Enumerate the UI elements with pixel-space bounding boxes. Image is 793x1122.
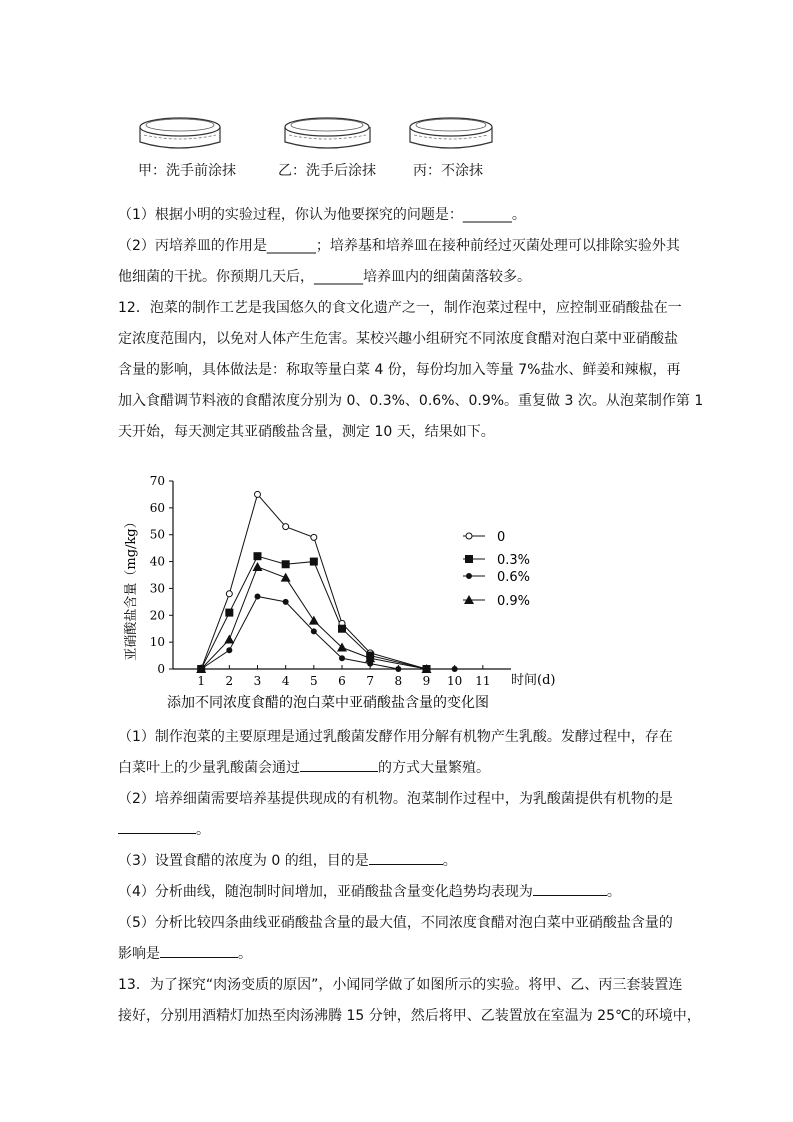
chart-title: 添加不同浓度食醋的泡白菜中亚硝酸盐含量的变化图 (167, 695, 489, 711)
petri-dish-yi (285, 118, 370, 148)
q12-sub-5-line-1: （5）分析比较四条曲线亚硝酸盐含量的最大值，不同浓度食醋对泡白菜中亚硝酸盐含量的 (118, 915, 673, 931)
data-point (395, 666, 401, 672)
data-point (283, 524, 289, 530)
q12-sub-2-line-1: （2）培养细菌需要培养基提供现成的有机物。泡菜制作过程中，为乳酸菌提供有机物的是 (118, 791, 673, 807)
data-point (282, 560, 290, 568)
data-point (255, 491, 261, 497)
data-point (281, 573, 291, 582)
q12-line-3: 含量的影响，具体做法是：称取等量白菜 4 份，每份均加入等量 7%盐水、鲜姜和辣椒，再 (118, 362, 681, 378)
x-tick-label: 3 (253, 674, 262, 688)
y-tick-label: 40 (149, 554, 165, 569)
q12-sub-1-text-end: 的方式大量繁殖。 (378, 760, 490, 776)
q12-line-5: 天开始，每天测定其亚硝酸盐含量，测定 10 天，结果如下。 (118, 424, 495, 440)
x-tick-label: 7 (366, 674, 374, 688)
chart-y-label: 亚硝酸盐含量（mg/kg） (124, 515, 139, 661)
q13-line-1: 13．为了探究“肉汤变质的原因”，小闻同学做了如图所示的实验。将甲、乙、丙三套装置连 (118, 977, 683, 993)
answer-blank-4[interactable] (533, 881, 607, 896)
y-tick-label: 20 (149, 608, 165, 623)
dish-caption-jia: 甲：洗手前涂抹 (138, 163, 236, 179)
legend-label: 0.6% (497, 570, 531, 585)
series-line (201, 494, 426, 669)
data-point (283, 599, 289, 605)
q12-sub-4-text: （4）分析曲线，随泡制时间增加，亚硝酸盐含量变化趋势均表现为 (118, 884, 533, 900)
x-tick-label: 8 (394, 674, 403, 688)
q13-line-2: 接好，分别用酒精灯加热至肉汤沸腾 15 分钟，然后将甲、乙装置放在室温为 25℃的环境中， (118, 1008, 701, 1024)
q12-sub-3 (118, 846, 678, 877)
q12-sub-1-text: 白菜叶上的少量乳酸菌会通过 (118, 760, 300, 776)
legend-label: 0.3% (497, 553, 531, 568)
q11-line-1: （1）根据小明的实验过程，你认为他要探究的问题是：_______。 (118, 207, 526, 223)
data-point (465, 555, 473, 563)
q12-sub-5-text-end: 。 (238, 946, 252, 962)
data-point (311, 534, 317, 540)
answer-blank-2[interactable] (118, 819, 196, 834)
petri-dish-jia (140, 118, 220, 148)
q12-sub-4 (118, 877, 678, 908)
y-tick-label: 50 (149, 527, 165, 542)
answer-blank-3[interactable] (369, 850, 443, 865)
q12-line-2: 定浓度范围内，以免对人体产生危害。某校兴趣小组研究不同浓度食醋对泡白菜中亚硝酸盐 (118, 331, 678, 347)
x-tick-label: 5 (310, 674, 318, 688)
x-tick-label: 2 (225, 674, 234, 688)
q11-line-2: （2）丙培养皿的作用是_______；培养基和培养皿在接种前经过灭菌处理可以排除实验外其 (118, 238, 680, 254)
y-tick-label: 0 (157, 662, 165, 676)
chart-x-label: 时间(d) (511, 673, 556, 688)
q12-sub-3-text-end: 。 (442, 853, 457, 869)
y-tick-label: 30 (149, 581, 165, 596)
q12-sub-4-text-end: 。 (606, 884, 621, 900)
dish-caption-yi: 乙：洗手后涂抹 (278, 163, 376, 179)
dish-caption-bing: 丙：不涂抹 (413, 163, 483, 179)
data-point (254, 552, 262, 560)
legend-label: 0 (497, 530, 506, 545)
x-tick-label: 9 (422, 674, 431, 688)
series-line (201, 596, 455, 669)
data-point (466, 573, 472, 579)
x-tick-label: 10 (447, 674, 463, 688)
data-point (310, 558, 318, 566)
data-point (311, 628, 317, 634)
q12-sub-1-line-2 (118, 753, 678, 784)
q11-line-3: 他细菌的干扰。你预期几天后，_______培养皿内的细菌菌落较多。 (118, 269, 531, 285)
q12-sub-2-text-end: 。 (196, 822, 210, 838)
answer-blank-5[interactable] (160, 943, 238, 958)
x-tick-label: 4 (281, 674, 290, 688)
y-tick-label: 10 (149, 635, 165, 650)
data-point (466, 533, 472, 539)
data-point (224, 634, 234, 643)
data-point (226, 591, 232, 597)
data-point (309, 616, 319, 625)
answer-blank-1[interactable] (300, 757, 378, 772)
data-point (226, 647, 232, 653)
q12-line-4: 加入食醋调节料液的食醋浓度分别为 0、0.3%、0.6%、0.9%。重复做 3 次。从泡菜制作第 1 (118, 393, 704, 409)
y-tick-label: 60 (149, 500, 165, 515)
x-tick-label: 11 (475, 674, 491, 688)
y-tick-label: 70 (149, 474, 165, 488)
data-point (255, 593, 261, 599)
q12-sub-5-text: 影响是 (118, 946, 160, 962)
x-tick-label: 6 (338, 674, 346, 688)
data-point (338, 625, 346, 633)
data-point (452, 666, 458, 672)
q12-sub-2-line-2 (118, 815, 678, 846)
data-point (339, 655, 345, 661)
data-point (225, 609, 233, 617)
q12-sub-3-text: （3）设置食醋的浓度为 0 的组，目的是 (118, 853, 369, 869)
legend-label: 0.9% (497, 594, 531, 609)
q12-line-1: 12．泡菜的制作工艺是我国悠久的食文化遗产之一，制作泡菜过程中，应控制亚硝酸盐在一 (118, 300, 682, 316)
nitrite-line-chart (118, 455, 558, 720)
x-tick-label: 1 (197, 674, 205, 688)
q12-sub-5-line-2 (118, 939, 678, 970)
q12-sub-1-line-1: （1）制作泡菜的主要原理是通过乳酸菌发酵作用分解有机物产生乳酸。发酵过程中，存在 (118, 729, 673, 745)
petri-dish-bing (410, 118, 492, 148)
